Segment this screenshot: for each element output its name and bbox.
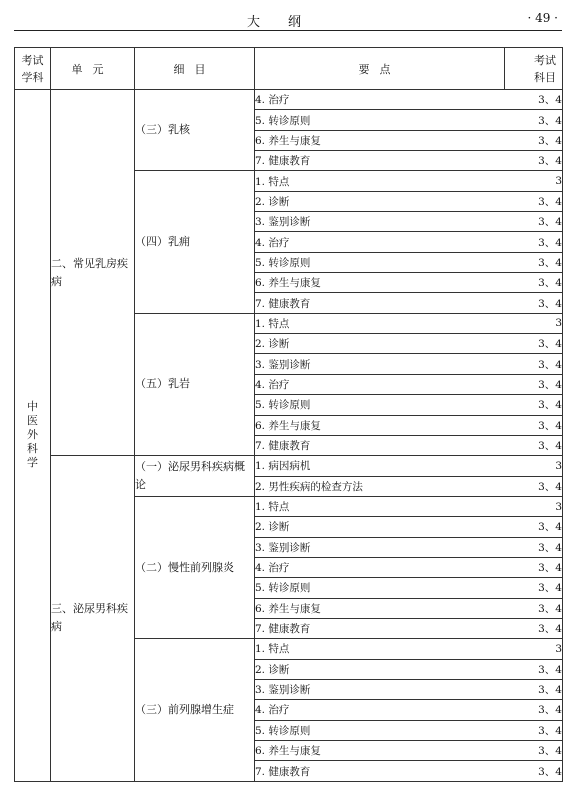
level-cell: 3、4 xyxy=(505,252,563,272)
point-cell: 7. 健康教育 xyxy=(255,761,505,781)
point-cell: 3. 鉴别诊断 xyxy=(255,537,505,557)
table-header-row xyxy=(15,48,563,90)
point-cell: 2. 诊断 xyxy=(255,517,505,537)
level-cell: 3、4 xyxy=(505,659,563,679)
table-row xyxy=(15,90,563,110)
level-cell: 3、4 xyxy=(505,354,563,374)
level-cell: 3 xyxy=(505,639,563,659)
level-cell: 3、4 xyxy=(505,476,563,496)
level-cell: 3 xyxy=(505,456,563,476)
column-header-point: 要点 xyxy=(255,48,505,90)
point-cell: 6. 养生与康复 xyxy=(255,741,505,761)
point-cell: 4. 治疗 xyxy=(255,90,505,110)
level-cell: 3、4 xyxy=(505,130,563,150)
level-cell: 3、4 xyxy=(505,700,563,720)
detail-cell: （四）乳痈 xyxy=(135,171,255,313)
detail-cell: （二）慢性前列腺炎 xyxy=(135,496,255,638)
level-cell: 3、4 xyxy=(505,435,563,455)
level-cell: 3 xyxy=(505,313,563,333)
column-header-detail: 细目 xyxy=(135,48,255,90)
point-cell: 5. 转诊原则 xyxy=(255,110,505,130)
level-cell: 3、4 xyxy=(505,232,563,252)
level-cell: 3、4 xyxy=(505,720,563,740)
point-cell: 6. 养生与康复 xyxy=(255,598,505,618)
point-cell: 5. 转诊原则 xyxy=(255,395,505,415)
column-header-level: 考试 科目 xyxy=(505,48,563,90)
level-cell: 3、4 xyxy=(505,110,563,130)
level-cell: 3、4 xyxy=(505,618,563,638)
point-cell: 7. 健康教育 xyxy=(255,618,505,638)
level-cell: 3、4 xyxy=(505,293,563,313)
point-cell: 1. 特点 xyxy=(255,171,505,191)
level-cell: 3、4 xyxy=(505,537,563,557)
point-cell: 1. 病因病机 xyxy=(255,456,505,476)
point-cell: 6. 养生与康复 xyxy=(255,273,505,293)
level-cell: 3、4 xyxy=(505,741,563,761)
detail-cell: （五）乳岩 xyxy=(135,313,255,455)
level-cell: 3、4 xyxy=(505,374,563,394)
level-cell: 3、4 xyxy=(505,761,563,781)
level-cell: 3、4 xyxy=(505,517,563,537)
table-row xyxy=(15,456,563,476)
level-cell: 3、4 xyxy=(505,191,563,211)
level-cell: 3、4 xyxy=(505,557,563,577)
page-header xyxy=(14,8,562,31)
unit-cell: 二、常见乳房疾病 xyxy=(51,90,135,456)
detail-cell: （三）乳核 xyxy=(135,90,255,171)
level-cell: 3、4 xyxy=(505,395,563,415)
level-cell: 3、4 xyxy=(505,90,563,110)
point-cell: 3. 鉴别诊断 xyxy=(255,212,505,232)
point-cell: 4. 治疗 xyxy=(255,700,505,720)
point-cell: 3. 鉴别诊断 xyxy=(255,679,505,699)
point-cell: 6. 养生与康复 xyxy=(255,415,505,435)
level-cell: 3、4 xyxy=(505,151,563,171)
point-cell: 5. 转诊原则 xyxy=(255,252,505,272)
detail-cell: （一）泌尿男科疾病概论 xyxy=(135,456,255,497)
unit-cell: 三、泌尿男科疾病 xyxy=(51,456,135,782)
point-cell: 7. 健康教育 xyxy=(255,151,505,171)
level-cell: 3、4 xyxy=(505,212,563,232)
level-cell: 3、4 xyxy=(505,334,563,354)
level-cell: 3、4 xyxy=(505,578,563,598)
point-cell: 6. 养生与康复 xyxy=(255,130,505,150)
point-cell: 2. 诊断 xyxy=(255,659,505,679)
point-cell: 4. 治疗 xyxy=(255,232,505,252)
column-header-unit: 单元 xyxy=(51,48,135,90)
subject-cell: 中 医 外 科 学 xyxy=(15,90,51,782)
point-cell: 2. 男性疾病的检查方法 xyxy=(255,476,505,496)
table-body xyxy=(15,90,563,782)
point-cell: 7. 健康教育 xyxy=(255,293,505,313)
syllabus-table xyxy=(14,47,563,782)
page-title: 大纲 xyxy=(246,15,329,30)
level-cell: 3 xyxy=(505,171,563,191)
level-cell: 3、4 xyxy=(505,273,563,293)
point-cell: 1. 特点 xyxy=(255,313,505,333)
level-cell: 3、4 xyxy=(505,679,563,699)
point-cell: 5. 转诊原则 xyxy=(255,578,505,598)
level-cell: 3 xyxy=(505,496,563,516)
point-cell: 1. 特点 xyxy=(255,639,505,659)
point-cell: 5. 转诊原则 xyxy=(255,720,505,740)
point-cell: 1. 特点 xyxy=(255,496,505,516)
point-cell: 3. 鉴别诊断 xyxy=(255,354,505,374)
detail-cell: （三）前列腺增生症 xyxy=(135,639,255,781)
level-cell: 3、4 xyxy=(505,415,563,435)
column-header-subject: 考试 学科 xyxy=(15,48,51,90)
point-cell: 4. 治疗 xyxy=(255,557,505,577)
point-cell: 4. 治疗 xyxy=(255,374,505,394)
level-cell: 3、4 xyxy=(505,598,563,618)
point-cell: 7. 健康教育 xyxy=(255,435,505,455)
page-number: · 49 · xyxy=(527,11,558,25)
point-cell: 2. 诊断 xyxy=(255,191,505,211)
point-cell: 2. 诊断 xyxy=(255,334,505,354)
